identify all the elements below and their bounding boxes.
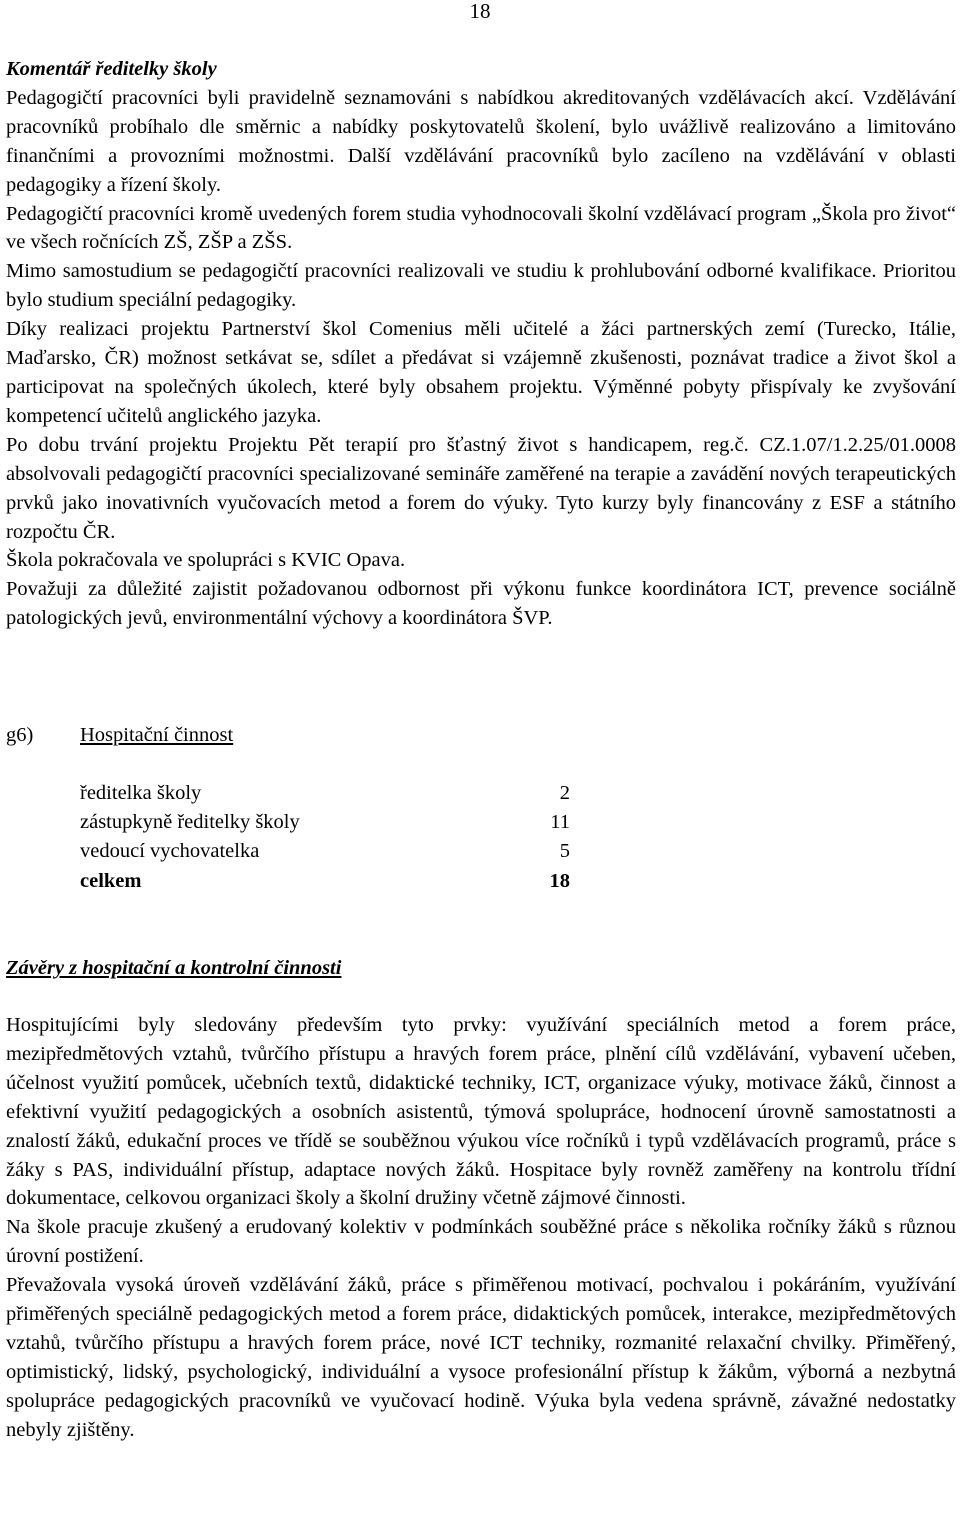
row-label: ředitelka školy — [80, 782, 202, 804]
comment-paragraph: Po dobu trvání projektu Projektu Pět terapií pro šťastný život s handicapem, reg.č. CZ.1.07/1.2.25/01.0008 absolvovali pedagogičtí pracovníci specializované semináře zaměřené na terapie a zavádění nových terapeutických prvků jako inovativních vyučovacích metod a forem do výuky. Tyto kurzy byly financovány z ESF a státního rozpočtu ČR. — [6, 433, 956, 543]
comment-paragraph: Považuji za důležité zajistit požadovanou odbornost při výkonu funkce koordinátora ICT, prevence sociálně patologických jevů, environmentální výchovy a koordinátora ŠVP. — [6, 578, 956, 630]
row-value: 11 — [550, 811, 570, 834]
row-label: zástupkyně ředitelky školy — [80, 811, 300, 834]
table-row — [80, 837, 570, 866]
conclusion-paragraph: Převažovala vysoká úroveň vzdělávání žáků, práce s přiměřenou motivací, pochvalou i pokáráním, využívání přiměřených speciálně pedagogických metod a forem práce, didaktických pomůcek, interakce, mezipředmětových vztahů, tvůrčího přístupu a hravých forem práce, nové ICT techniky, rozmanité relaxační chvilky. Přiměřený, optimistický, lidský, psychologický, individuální a vysoce profesionální přístup k žákům, výborná a nezbytná spolupráce pedagogických pracovníků ve vyučovací hodině. Výuka byla vedena správně, závažné nedostatky nebyly zjištěny. — [6, 1274, 956, 1441]
director-comment-section — [6, 55, 956, 633]
conclusions-section — [6, 1011, 956, 1445]
row-value: 5 — [559, 840, 570, 863]
director-comment-heading: Komentář ředitelky školy — [6, 58, 217, 80]
comment-paragraph: Pedagogičtí pracovníci byli pravidelně seznamováni s nabídkou akreditovaných vzdělávacích akcí. Vzdělávání pracovníků probíhalo dle směrnic a nabídky poskytovatelů školení, bylo uvážlivě realizováno a limitováno finančními a provozními možnostmi. Další vzdělávání pracovníků bylo zacíleno na vzdělávání v oblasti pedagogiky a řízení školy. — [6, 86, 956, 196]
comment-paragraph: Díky realizaci projektu Partnerství škol Comenius měli učitelé a žáci partnerských zemí (Turecko, Itálie, Maďarsko, ČR) možnost setkávat se, sdílet a předávat si vzájemně zkušenosti, poznávat tradice a život škol a participovat na společných úkolech, které byly obsahem projektu. Výměnné pobyty přispívaly ke zvyšování kompetencí učitelů anglického jazyka. — [6, 318, 956, 427]
inspection-count-table — [80, 779, 570, 896]
conclusion-paragraph: Hospitujícími byly sledovány především tyto prvky: využívání speciálních metod a forem práce, mezipředmětových vztahů, tvůrčího přístupu a hravých forem práce, plnění cílů vzdělávání, vybavení učeben, účelnost využití pomůcek, učebních textů, didaktické techniky, ICT, organizace výuky, motivace žáků, činnost a efektivní využití pedagogických a osobních asistentů, týmová spolupráce, hodnocení úrovně samostatnosti a znalostí žáků, edukační proces ve třídě se souběžnou výukou více ročníků i typů vzdělávacích programů, práce s žáky s PAS, individuální přístup, adaptace nových žáků. Hospitace byly rovněž zaměřeny na kontrolu třídní dokumentace, celkovou organizaci školy a školní družiny včetně zájmové činnosti. — [6, 1014, 956, 1210]
conclusions-heading: Závěry z hospitační a kontrolní činnosti — [6, 957, 342, 979]
section-title: Hospitační činnost — [80, 724, 234, 746]
section-number: g6) — [6, 724, 34, 746]
row-value: 2 — [559, 782, 570, 804]
conclusion-paragraph: Na škole pracuje zkušený a erudovaný kolektiv v podmínkách souběžné práce s několika ročníky žáků s různou úrovní postižení. — [6, 1216, 956, 1268]
table-row — [80, 779, 570, 808]
table-total-row — [80, 867, 570, 896]
comment-paragraph: Škola pokračovala ve spolupráci s KVIC Opava. — [6, 549, 406, 572]
row-label: vedoucí vychovatelka — [80, 840, 260, 863]
total-value: 18 — [549, 869, 570, 892]
total-label: celkem — [80, 869, 142, 892]
comment-paragraph: Mimo samostudium se pedagogičtí pracovníci realizovali ve studiu k prohlubování odborné kvalifikace. Prioritou bylo studium speciální pedagogiky. — [6, 260, 956, 312]
page-number: 18 — [469, 0, 491, 23]
table-row — [80, 808, 570, 837]
comment-paragraph: Pedagogičtí pracovníci kromě uvedených forem studia vyhodnocovali školní vzdělávací program „Škola pro život“ ve všech ročnících ZŠ, ZŠP a ZŠS. — [6, 202, 956, 254]
